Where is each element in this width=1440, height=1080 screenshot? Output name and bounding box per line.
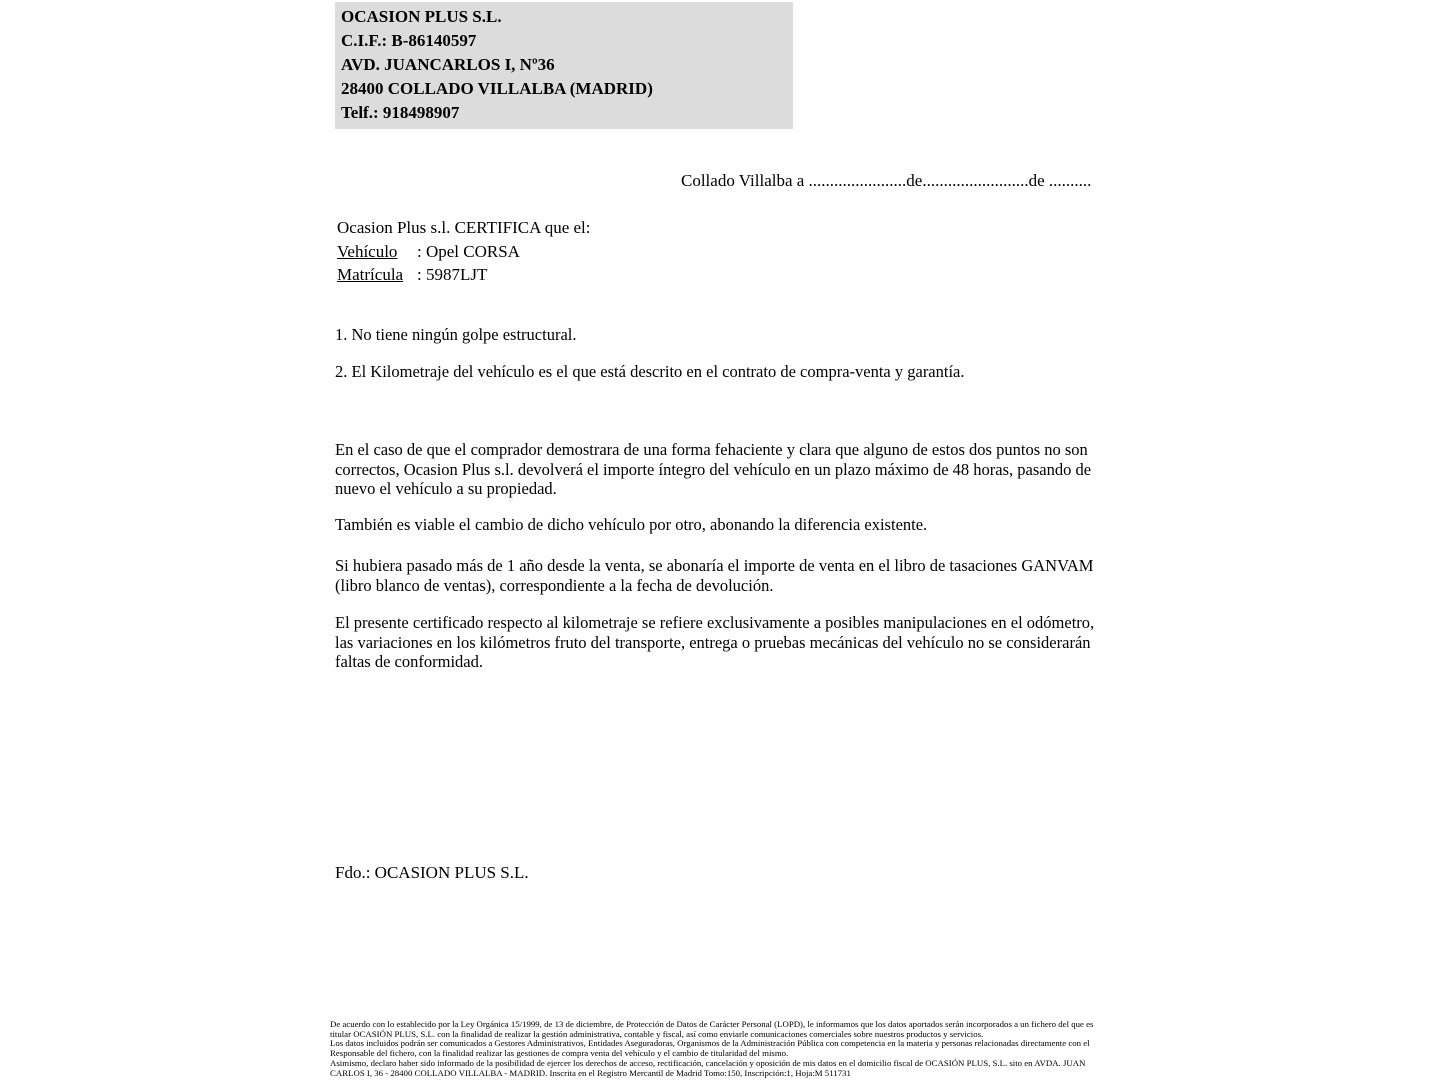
plate-row bbox=[337, 263, 591, 287]
vehicle-label: Vehículo bbox=[337, 241, 398, 261]
company-city: 28400 COLLADO VILLALBA (MADRID) bbox=[341, 79, 653, 98]
plate-label: Matrícula bbox=[337, 265, 404, 284]
paragraph-odometer: El presente certificado respecto al kilometraje se refiere exclusivamente a posibles manipulaciones en el odómetro, las variaciones en los kilómetros fruto del transporte, entrega o pruebas mecánicas del vehículo no se considerarán faltas de conformidad. bbox=[335, 613, 1095, 671]
condition-2: 2. El Kilometraje del vehículo es el que está descrito en el contrato de compra-venta y garantía. bbox=[335, 362, 965, 381]
company-info-box bbox=[335, 2, 793, 129]
legal-paragraph-3: Asimismo, declaro haber sido informado de la posibilidad de ejercer los derechos de acceso, rectificación, cancelación y oposición de mis datos en el domicilio fiscal de OCASIÓN PLUS, S.L. sito en AVDA. JUAN CARLOS I, 36 - 28400 COLLADO VILLALBA - MADRID. Inscrita en el Registro Mercantil de Madrid Tomo:150, Inscripción:1, Hoja:M 511731 bbox=[330, 1057, 1086, 1078]
date-line: Collado Villalba a .......................de.........................de .......... bbox=[681, 171, 1092, 190]
company-cif: C.I.F.: B-86140597 bbox=[341, 31, 477, 50]
paragraph-exchange: También es viable el cambio de dicho vehículo por otro, abonando la diferencia existente. bbox=[335, 515, 928, 534]
condition-1: 1. No tiene ningún golpe estructural. bbox=[335, 325, 577, 344]
signature-line: Fdo.: OCASION PLUS S.L. bbox=[335, 863, 529, 882]
vehicle-row bbox=[337, 240, 591, 264]
paragraph-ganvam: Si hubiera pasado más de 1 año desde la venta, se abonaría el importe de venta en el libro de tasaciones GANVAM (libro blanco de ventas), correspondiente a la fecha de devolución. bbox=[335, 556, 1094, 595]
certify-block bbox=[337, 216, 591, 287]
vehicle-value: : Opel CORSA bbox=[417, 241, 520, 261]
legal-paragraph-1: De acuerdo con lo establecido por la Ley Orgánica 15/1999, de 13 de diciembre, de Protección de Datos de Carácter Personal (LOPD), le informamos que los datos aportados serán incorporados a un fichero del que es titular OCASIÓN PLUS, S.L. con la finalidad de realizar la gestión administrativa, contable y fiscal, así como enviarle comunicaciones comerciales sobre nuestros productos y servicios. bbox=[330, 1019, 1094, 1039]
plate-value: : 5987LJT bbox=[417, 265, 488, 284]
legal-paragraph-2: Los datos incluidos podrán ser comunicados a Gestores Administrativos, Entidades Aseguradoras, Organismos de la Administración Pública con competencia en la materia y personas relacionadas directamente con el Responsable del fichero, con la finalidad realizar las gestiones de compra venta del vehículo y el cambio de titularidad del mismo. bbox=[330, 1038, 1090, 1059]
company-phone: Telf.: 918498907 bbox=[341, 103, 460, 122]
paragraph-refund: En el caso de que el comprador demostrara de una forma fehaciente y clara que alguno de estos dos puntos no son correctos, Ocasion Plus s.l. devolverá el importe íntegro del vehículo en un plazo máximo de 48 horas, pasando de nuevo el vehículo a su propiedad. bbox=[335, 440, 1092, 498]
legal-notice bbox=[330, 1020, 1105, 1078]
company-address: AVD. JUANCARLOS I, Nº36 bbox=[341, 55, 555, 74]
certify-intro: Ocasion Plus s.l. CERTIFICA que el: bbox=[337, 218, 591, 237]
company-name: OCASION PLUS S.L. bbox=[341, 7, 502, 26]
